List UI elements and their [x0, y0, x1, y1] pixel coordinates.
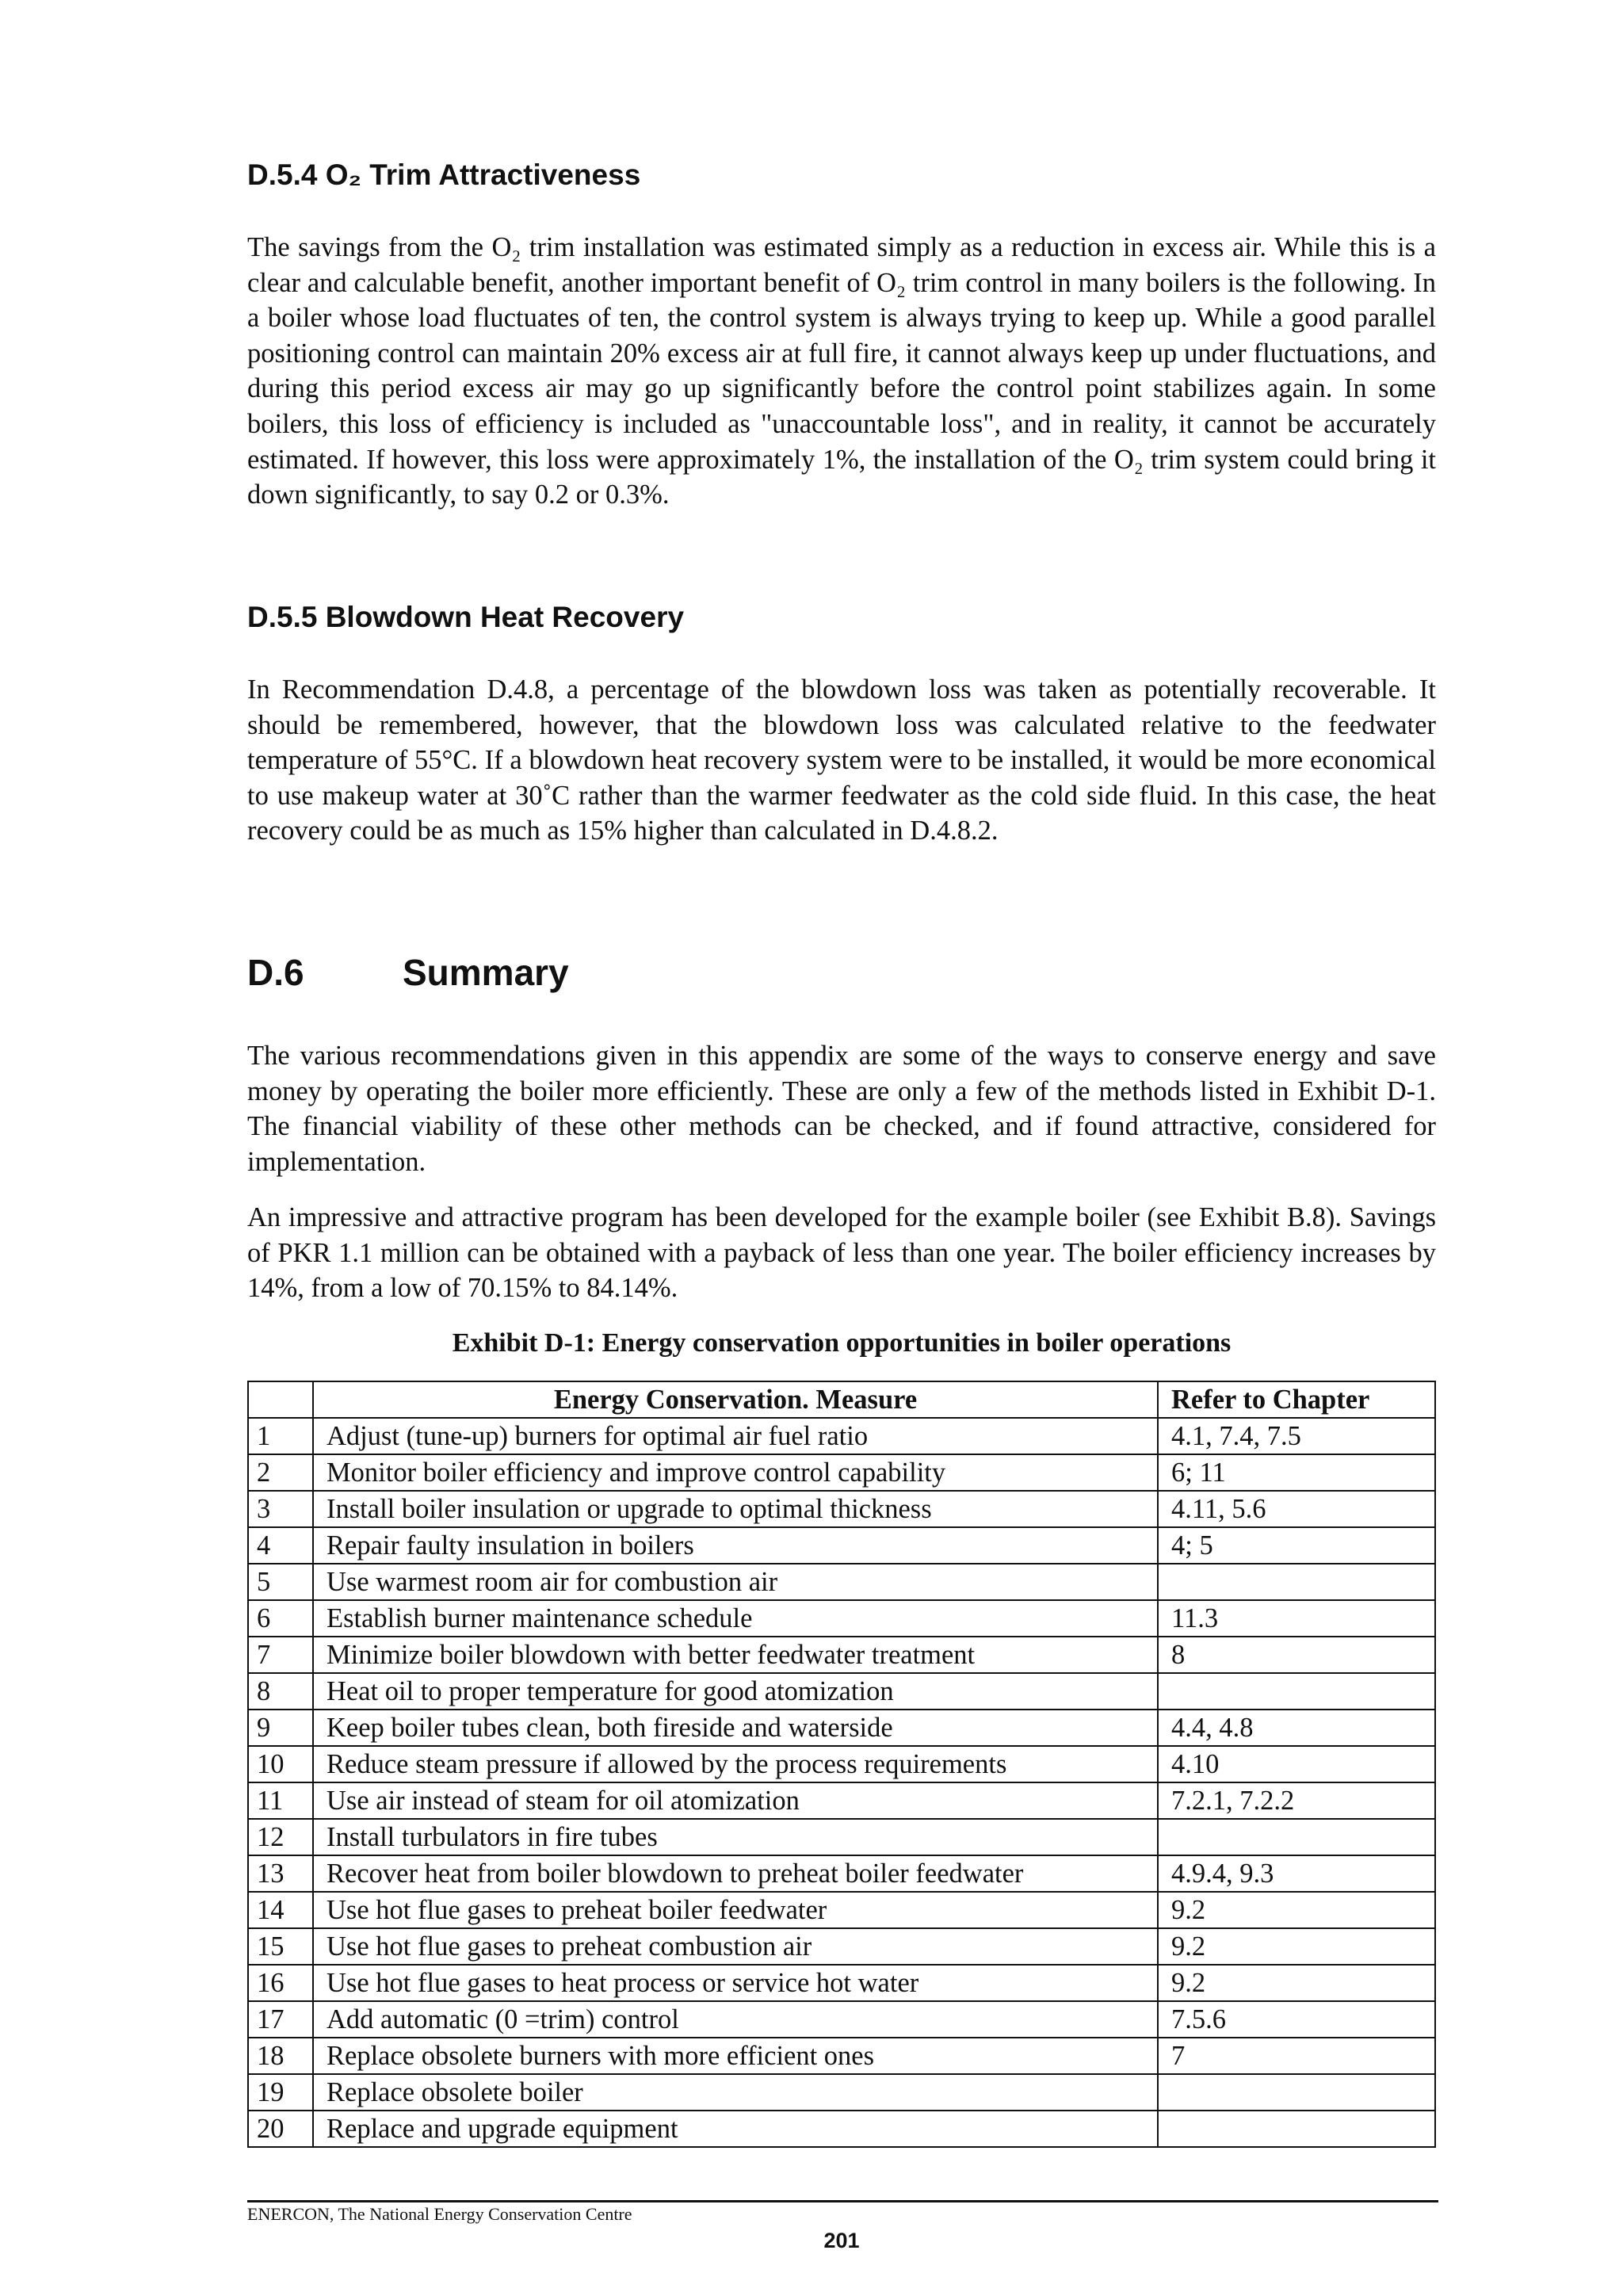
row-measure: Use hot flue gases to preheat boiler feedwater: [313, 1892, 1158, 1928]
column-header-chapter: Refer to Chapter: [1158, 1381, 1435, 1418]
table-row: [248, 1965, 1435, 2001]
page-number: 201: [823, 2229, 860, 2252]
row-measure: Adjust (tune-up) burners for optimal air fuel ratio: [313, 1418, 1158, 1454]
row-measure: Add automatic (0 =trim) control: [313, 2001, 1158, 2038]
row-index: 4: [248, 1527, 313, 1564]
row-measure: Repair faulty insulation in boilers: [313, 1527, 1158, 1564]
table-header-row: [248, 1381, 1435, 1418]
row-chapter-ref: 7.5.6: [1158, 2001, 1435, 2038]
table-row: [248, 1564, 1435, 1600]
table-row: [248, 2111, 1435, 2147]
row-chapter-ref: 8: [1158, 1637, 1435, 1673]
table-row: [248, 1819, 1435, 1855]
row-index: 5: [248, 1564, 313, 1600]
table-row: [248, 1491, 1435, 1527]
row-index: 20: [248, 2111, 313, 2147]
footer-divider: [247, 2200, 1438, 2202]
row-chapter-ref: 4.9.4, 9.3: [1158, 1855, 1435, 1892]
table-row: [248, 2038, 1435, 2074]
table-row: [248, 2001, 1435, 2038]
table-row: [248, 1710, 1435, 1746]
row-chapter-ref: 6; 11: [1158, 1454, 1435, 1491]
section-heading-d6: [247, 951, 569, 994]
table-row: [248, 1454, 1435, 1491]
row-chapter-ref: 4.10: [1158, 1746, 1435, 1782]
table-row: [248, 1746, 1435, 1782]
row-measure: Heat oil to proper temperature for good atomization: [313, 1673, 1158, 1710]
row-index: 3: [248, 1491, 313, 1527]
row-measure: Replace obsolete burners with more efficient ones: [313, 2038, 1158, 2074]
row-measure: Use air instead of steam for oil atomization: [313, 1782, 1158, 1819]
paragraph-d555: In Recommendation D.4.8, a percentage of the blowdown loss was taken as potentially recoverable. It should be remembered, however, that the blowdown loss was calculated relative to the feedwater temperature of 55°C. If a blowdown heat recovery system were to be installed, it would be more economical to use makeup water at 30˚C rather than the warmer feedwater as the cold side fluid. In this case, the heat recovery could be as much as 15% higher than calculated in D.4.8.2.: [247, 674, 1436, 846]
row-index: 8: [248, 1673, 313, 1710]
table-row: [248, 1782, 1435, 1819]
table-row: [248, 1418, 1435, 1454]
row-chapter-ref: [1158, 1673, 1435, 1710]
row-measure: Monitor boiler efficiency and improve control capability: [313, 1454, 1158, 1491]
table-row: [248, 1673, 1435, 1710]
row-measure: Recover heat from boiler blowdown to preheat boiler feedwater: [313, 1855, 1158, 1892]
row-chapter-ref: [1158, 2111, 1435, 2147]
row-index: 7: [248, 1637, 313, 1673]
row-index: 9: [248, 1710, 313, 1746]
row-measure: Install turbulators in fire tubes: [313, 1819, 1158, 1855]
column-header-measure: Energy Conservation. Measure: [313, 1381, 1158, 1418]
table-row: [248, 1637, 1435, 1673]
paragraph-d6-1: The various recommendations given in this appendix are some of the ways to conserve energy and save money by operating the boiler more efficiently. These are only a few of the methods listed in Exhibit D-1. The financial viability of these other methods can be checked, and if found attractive, considered for implementation.: [247, 1041, 1436, 1177]
row-chapter-ref: 7: [1158, 2038, 1435, 2074]
row-chapter-ref: 9.2: [1158, 1892, 1435, 1928]
row-chapter-ref: 4; 5: [1158, 1527, 1435, 1564]
exhibit-title: Exhibit D-1: Energy conservation opportunities in boiler operations: [452, 1328, 1232, 1358]
row-index: 15: [248, 1928, 313, 1965]
table-body: [248, 1418, 1435, 2147]
row-index: 18: [248, 2038, 313, 2074]
row-index: 12: [248, 1819, 313, 1855]
table-row: [248, 1527, 1435, 1564]
row-measure: Minimize boiler blowdown with better feedwater treatment: [313, 1637, 1158, 1673]
table-row: [248, 2074, 1435, 2111]
section-title: Summary: [403, 952, 569, 993]
table-row: [248, 1855, 1435, 1892]
section-heading-d555: D.5.5 Blowdown Heat Recovery: [247, 601, 685, 633]
row-chapter-ref: [1158, 1564, 1435, 1600]
row-chapter-ref: [1158, 1819, 1435, 1855]
row-measure: Replace obsolete boiler: [313, 2074, 1158, 2111]
row-chapter-ref: 4.11, 5.6: [1158, 1491, 1435, 1527]
row-index: 1: [248, 1418, 313, 1454]
table-row: [248, 1600, 1435, 1637]
row-chapter-ref: 7.2.1, 7.2.2: [1158, 1782, 1435, 1819]
column-header-index: [248, 1381, 313, 1418]
row-chapter-ref: 4.1, 7.4, 7.5: [1158, 1418, 1435, 1454]
exhibit-table: [247, 1381, 1436, 2148]
row-index: 11: [248, 1782, 313, 1819]
section-heading-d554: D.5.4 O₂ Trim Attractiveness: [247, 159, 641, 191]
row-chapter-ref: 9.2: [1158, 1965, 1435, 2001]
row-index: 10: [248, 1746, 313, 1782]
row-chapter-ref: 4.4, 4.8: [1158, 1710, 1435, 1746]
row-measure: Keep boiler tubes clean, both fireside and waterside: [313, 1710, 1158, 1746]
row-index: 17: [248, 2001, 313, 2038]
row-measure: Install boiler insulation or upgrade to optimal thickness: [313, 1491, 1158, 1527]
row-index: 6: [248, 1600, 313, 1637]
section-number: D.6: [247, 952, 304, 993]
table-row: [248, 1892, 1435, 1928]
row-index: 13: [248, 1855, 313, 1892]
row-measure: Use warmest room air for combustion air: [313, 1564, 1158, 1600]
row-measure: Establish burner maintenance schedule: [313, 1600, 1158, 1637]
row-index: 19: [248, 2074, 313, 2111]
row-measure: Replace and upgrade equipment: [313, 2111, 1158, 2147]
row-chapter-ref: 9.2: [1158, 1928, 1435, 1965]
table-row: [248, 1928, 1435, 1965]
footer-organization: ENERCON, The National Energy Conservation Centre: [247, 2204, 632, 2224]
row-chapter-ref: [1158, 2074, 1435, 2111]
row-measure: Use hot flue gases to preheat combustion air: [313, 1928, 1158, 1965]
row-chapter-ref: 11.3: [1158, 1600, 1435, 1637]
row-measure: Use hot flue gases to heat process or service hot water: [313, 1965, 1158, 2001]
paragraph-d554: The savings from the O₂ trim installation was estimated simply as a reduction in excess air. While this is a clear and calculable benefit, another important benefit of O₂ trim control in many boilers is the following. In a boiler whose load fluctuates of ten, the control system is always trying to keep up. While a good parallel positioning control can maintain 20% excess air at full fire, it cannot always keep up under fluctuations, and during this period excess air may go up significantly before the control point stabilizes again. In some boilers, this loss of efficiency is included as "unaccountable loss", and in reality, it cannot be accurately estimated. If however, this loss were approximately 1%, the installation of the O₂ trim system could bring it down significantly, to say 0.2 or 0.3%.: [247, 232, 1436, 510]
row-index: 16: [248, 1965, 313, 2001]
row-measure: Reduce steam pressure if allowed by the process requirements: [313, 1746, 1158, 1782]
paragraph-d6-2: An impressive and attractive program has been developed for the example boiler (see Exhibit B.8). Savings of PKR 1.1 million can be obtained with a payback of less than one year. The boiler efficiency increases by 14%, from a low of 70.15% to 84.14%.: [247, 1202, 1436, 1304]
row-index: 14: [248, 1892, 313, 1928]
row-index: 2: [248, 1454, 313, 1491]
